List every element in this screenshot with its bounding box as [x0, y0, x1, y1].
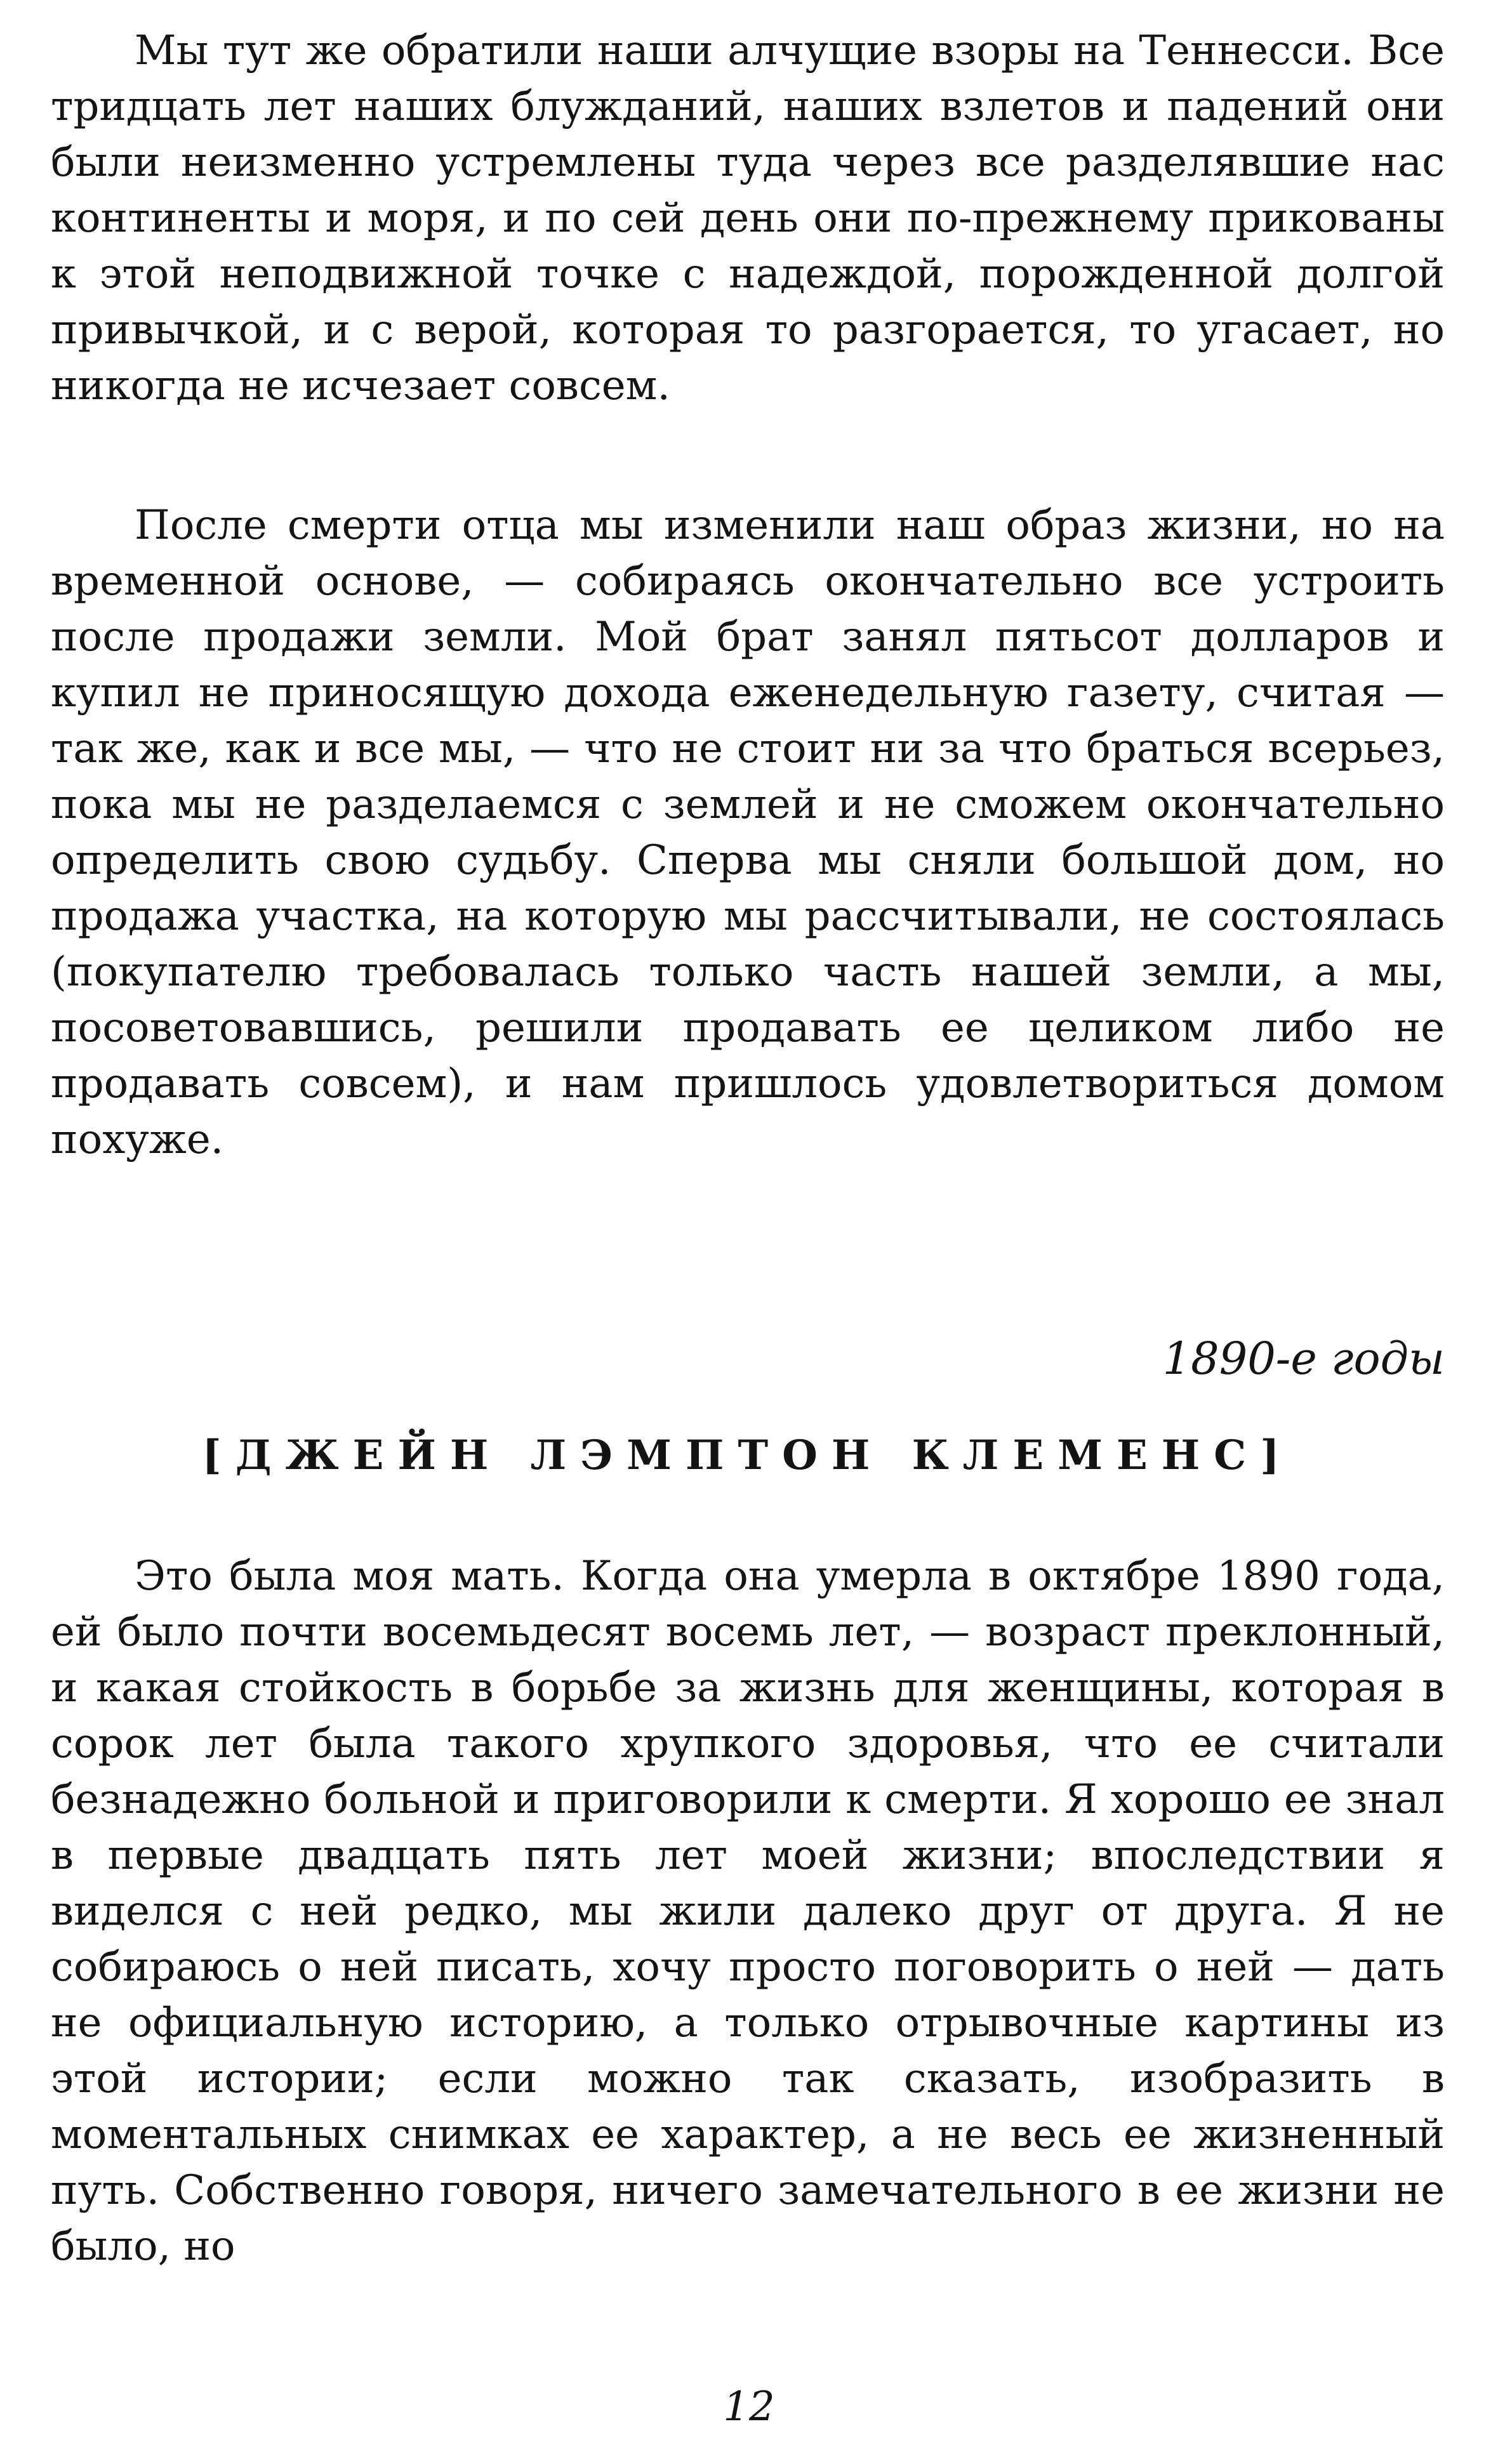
- paragraph-text: Это была моя мать. Когда она умерла в октябре 1890 года, ей было почти восемьдесят восемь лет, — возраст преклонный, и какая стойкость в борьбе за жизнь для женщины, которая в сорок лет была такого хрупкого здоровья, что ее считали безнадежно больной и приговорили к смерти. Я хорошо ее знал в первые двадцать пять лет моей жизни; впоследствии я виделся с ней редко, мы жили далеко друг от друга. Я не собираюсь о ней писать, хочу просто поговорить о ней — дать не официальную историю, а только отрывочные картины из этой истории; если можно так сказать, изобразить в моментальных снимках ее характер, а не весь ее жизненный путь. Собственно говоря, ничего замечательного в ее жизни не было, но: [51, 1553, 1445, 2270]
- page-number: 12: [723, 2383, 775, 2430]
- paragraph-text: После смерти отца мы изменили наш образ жизни, но на временной основе, — собираясь окончательно все устроить после продажи земли. Мой брат занял пятьсот долларов и купил не приносящую дохода еженедельную газету, считая — так же, как и все мы, — что не стоит ни за что браться всерьез, пока мы не разделаемся с землей и не сможем окончательно определить свою судьбу. Сперва мы сняли большой дом, но продажа участка, на которую мы рассчитывали, не состоялась (покупателю требовалась только часть нашей земли, а мы, посоветовавшись, решили продавать ее целиком либо не продавать совсем), и нам пришлось удовлетвориться домом похуже.: [51, 502, 1445, 1163]
- paragraph-mother: [51, 1548, 1445, 2274]
- date-line: 1890-е годы: [1162, 1333, 1445, 1385]
- paragraph-text: Мы тут же обратили наши алчущие взоры на Теннесси. Все тридцать лет наших блужданий, наших взлетов и падений они были неизменно устремлены туда через все разделявшие нас континенты и моря, и по сей день они по-прежнему прикованы к этой неподвижной точке с надеждой, порожденной долгой привычкой, и с верой, которая то разгорается, то угасает, но никогда не исчезает совсем.: [51, 27, 1445, 409]
- paragraph-after-father-death: [51, 497, 1445, 1168]
- section-heading: [ДЖЕЙН ЛЭМПТОН КЛЕМЕНС]: [202, 1432, 1294, 1479]
- paragraph-tennessee: [51, 23, 1445, 414]
